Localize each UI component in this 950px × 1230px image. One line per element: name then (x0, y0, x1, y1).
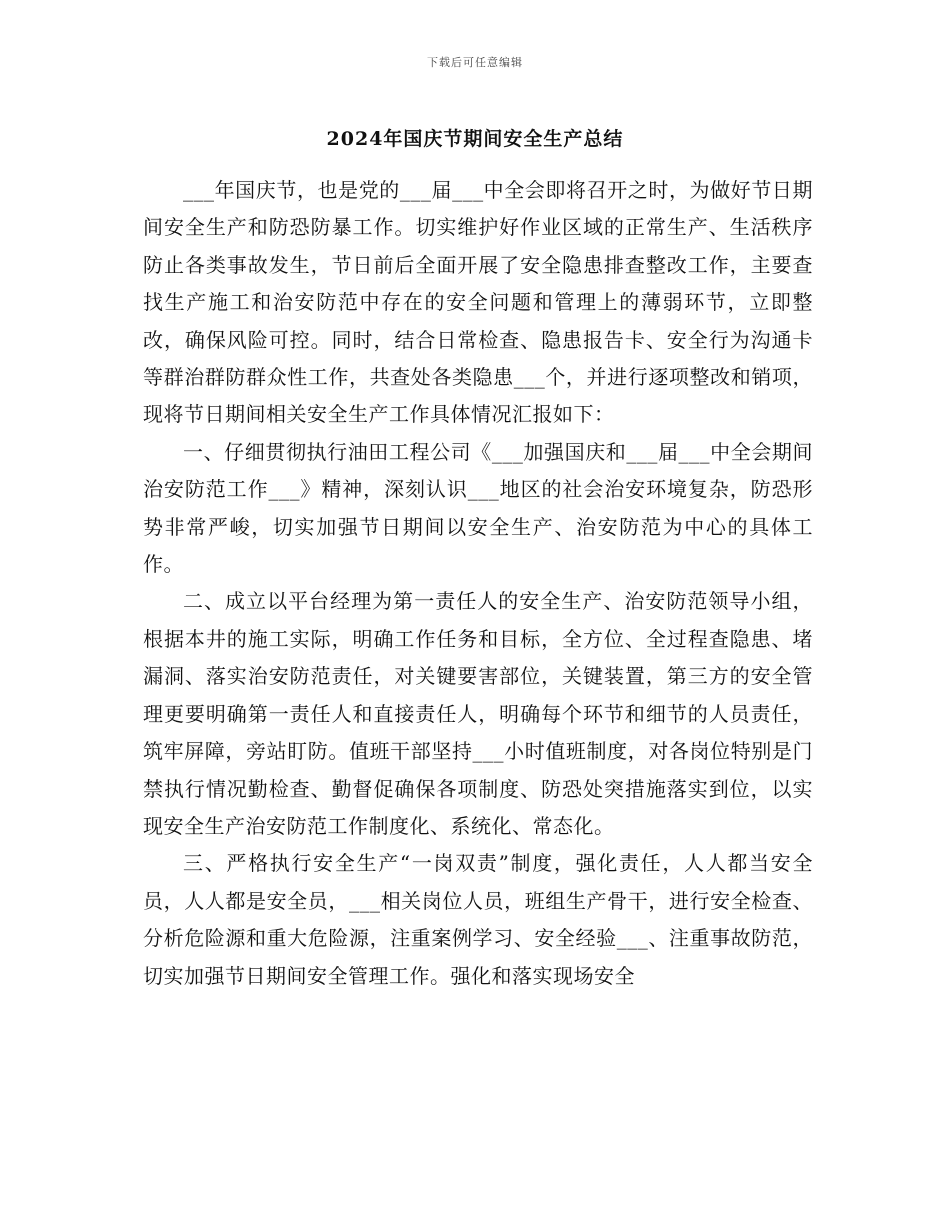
document-title: 2024年国庆节期间安全生产总结 (326, 128, 624, 150)
paragraph-section-3: 三、严格执行安全生产“一岗双责”制度，强化责任，人人都当安全员，人人都是安全员，___相关岗位人员，班组生产骨干，进行安全检查、分析危险源和重大危险源，注重案例学习、安全经验___、注重事故防范，切实加强节日期间安全管理工作。强化和落实现场安全 (143, 851, 813, 988)
paragraph-intro: ___年国庆节，也是党的___届___中全会即将召开之时，为做好节日期间安全生产和防恐防暴工作。切实维护好作业区域的正常生产、生活秩序防止各类事故发生，节日前后全面开展了安全隐患排查整改工作，主要查找生产施工和治安防范中存在的安全问题和管理上的薄弱环节，立即整改，确保风险可控。同时，结合日常检查、隐患报告卡、安全行为沟通卡等群治群防群众性工作，共查处各类隐患___个，并进行逐项整改和销项，现将节日期间相关安全生产工作具体情况汇报如下： (143, 178, 813, 427)
paragraph-section-1: 一、仔细贯彻执行油田工程公司《___加强国庆和___届___中全会期间治安防范工作___》精神，深刻认识___地区的社会治安环境复杂，防恐形势非常严峻，切实加强节日期间以安全生产、治安防范为中心的具体工作。 (143, 439, 813, 577)
page-header: 下载后可任意编辑 (427, 56, 523, 69)
paragraph-section-2: 二、成立以平台经理为第一责任人的安全生产、治安防范领导小组，根据本井的施工实际，明确工作任务和目标，全方位、全过程查隐患、堵漏洞、落实治安防范责任，对关键要害部位，关键装置，第三方的安全管理更要明确第一责任人和直接责任人，明确每个环节和细节的人员责任，筑牢屏障，旁站盯防。值班干部坚持___小时值班制度，对各岗位特别是门禁执行情况勤检查、勤督促确保各项制度、防恐处突措施落实到位，以实现安全生产治安防范工作制度化、系统化、常态化。 (143, 589, 813, 838)
document-body (143, 172, 813, 995)
